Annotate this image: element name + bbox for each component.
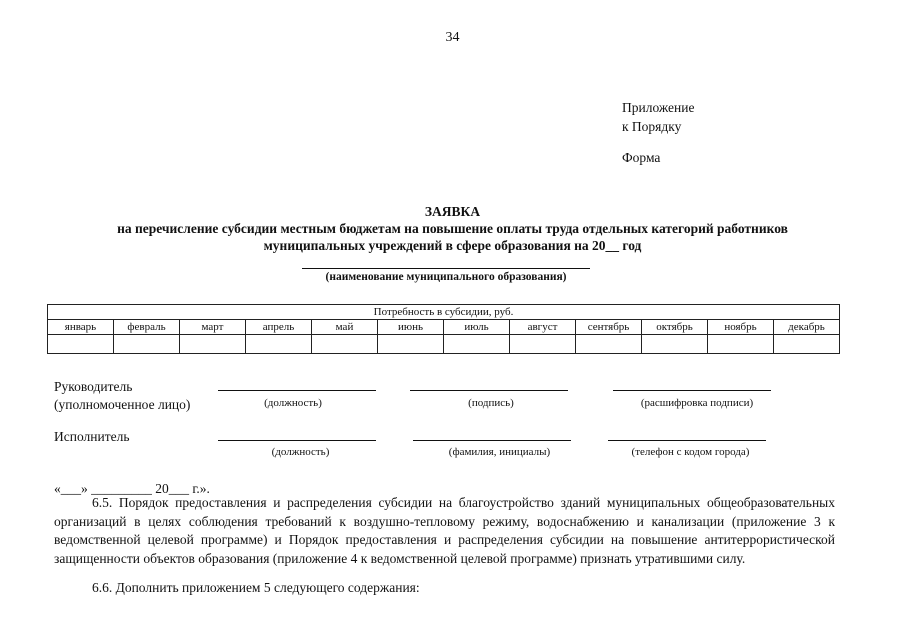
head-caption-position: (должность) — [264, 397, 322, 409]
head-label — [54, 378, 190, 414]
exec-caption-name: (фамилия, инициалы) — [448, 446, 551, 458]
head-caption-signature: (подпись) — [468, 397, 514, 409]
date-line: «___» _________ 20___ г.». — [54, 481, 210, 496]
table-months-row — [48, 320, 840, 335]
head-label-line-1: Руководитель — [54, 379, 133, 394]
month-cell: апрель — [246, 320, 312, 335]
appendix-line-1: Приложение — [622, 100, 695, 115]
appendix-header — [622, 98, 694, 136]
exec-phone-line — [608, 440, 766, 441]
form-label: Форма — [622, 150, 661, 165]
month-cell: август — [510, 320, 576, 335]
exec-name-line — [413, 440, 571, 441]
value-cell — [444, 335, 510, 354]
value-cell — [708, 335, 774, 354]
exec-caption-position: (должность) — [271, 446, 330, 458]
subsidy-need-table — [47, 304, 840, 354]
value-cell — [246, 335, 312, 354]
head-signature-line — [410, 390, 568, 391]
executor-label: Исполнитель — [54, 429, 130, 444]
exec-caption-phone: (телефон с кодом города) — [631, 446, 750, 458]
title-line-1: на перечисление субсидии местным бюджетам на повышение оплаты труда отдельных категорий работников — [117, 221, 788, 236]
table-header: Потребность в субсидии, руб. — [48, 305, 840, 320]
municipality-caption: (наименование муниципального образования) — [325, 271, 567, 283]
value-cell — [642, 335, 708, 354]
title-line-2: муниципальных учреждений в сфере образования на 20__ год — [263, 238, 642, 253]
month-cell: сентябрь — [576, 320, 642, 335]
value-cell — [510, 335, 576, 354]
title-heading: ЗАЯВКА — [424, 204, 481, 219]
month-cell: октябрь — [642, 320, 708, 335]
month-cell: январь — [48, 320, 114, 335]
exec-position-line — [218, 440, 376, 441]
month-cell: февраль — [114, 320, 180, 335]
page-number: 34 — [445, 30, 460, 45]
head-position-line — [218, 390, 376, 391]
appendix-line-2: к Порядку — [622, 119, 682, 134]
paragraph-6-5: 6.5. Порядок предоставления и распределения субсидии на благоустройство зданий муниципальных общеобразовательных организаций в целях соблюдения требований к воздушно-тепловому режиму, водоснабжению и канализации (приложение 3 к ведомственной целевой программе) и Порядок предоставления и распределения субсидии на повышение антитеррористической защищенности объектов образования (приложение 4 к ведомственной целевой программе) признать утратившими силу. — [54, 495, 835, 566]
municipality-fill-line — [302, 268, 590, 269]
month-cell: май — [312, 320, 378, 335]
head-caption-decoding: (расшифровка подписи) — [640, 397, 754, 409]
document-title — [30, 203, 875, 254]
head-decoding-line — [613, 390, 771, 391]
head-label-line-2: (уполномоченное лицо) — [54, 397, 191, 412]
value-cell — [378, 335, 444, 354]
month-cell: декабрь — [774, 320, 840, 335]
value-cell — [48, 335, 114, 354]
value-cell — [312, 335, 378, 354]
month-cell: июль — [444, 320, 510, 335]
value-cell — [576, 335, 642, 354]
table-value-row — [48, 335, 840, 354]
paragraph-6-6: 6.6. Дополнить приложением 5 следующего содержания: — [92, 580, 420, 595]
month-cell: ноябрь — [708, 320, 774, 335]
value-cell — [180, 335, 246, 354]
month-cell: март — [180, 320, 246, 335]
month-cell: июнь — [378, 320, 444, 335]
value-cell — [774, 335, 840, 354]
value-cell — [114, 335, 180, 354]
